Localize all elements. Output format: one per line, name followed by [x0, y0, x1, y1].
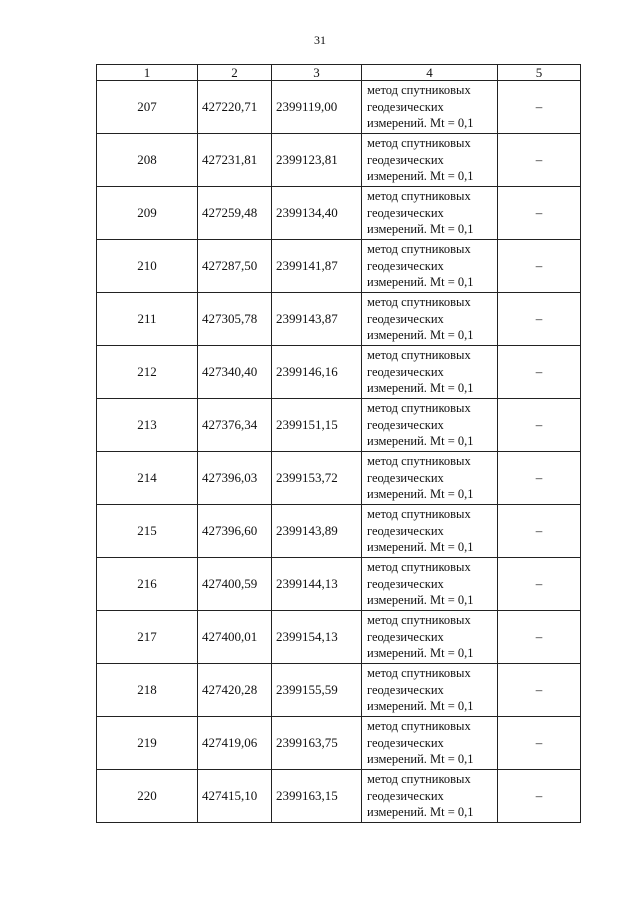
- x-coordinate-cell: 427420,28: [198, 664, 272, 717]
- method-cell: [362, 399, 498, 452]
- method-line: метод спутниковых: [367, 136, 471, 151]
- table-body: [97, 81, 581, 823]
- method-line: геодезических: [367, 417, 444, 432]
- x-coordinate-cell: 427396,03: [198, 452, 272, 505]
- y-coordinate-cell: 2399146,16: [272, 346, 362, 399]
- note-cell: –: [498, 611, 581, 664]
- note-cell: –: [498, 664, 581, 717]
- point-number-cell: 211: [97, 293, 198, 346]
- method-line: измерений. Mt = 0,1: [367, 116, 474, 131]
- y-coordinate-cell: 2399163,15: [272, 770, 362, 823]
- note-cell: –: [498, 240, 581, 293]
- x-coordinate-cell: 427220,71: [198, 81, 272, 134]
- note-cell: –: [498, 717, 581, 770]
- point-number-cell: 215: [97, 505, 198, 558]
- table-row: [97, 452, 581, 505]
- table-row: [97, 558, 581, 611]
- table-row: [97, 770, 581, 823]
- method-line: геодезических: [367, 470, 444, 485]
- point-number-cell: 214: [97, 452, 198, 505]
- method-line: измерений. Mt = 0,1: [367, 593, 474, 608]
- method-line: геодезических: [367, 152, 444, 167]
- method-line: измерений. Mt = 0,1: [367, 381, 474, 396]
- method-line: метод спутниковых: [367, 507, 471, 522]
- coordinates-table: [96, 64, 581, 823]
- header-cell-3: 3: [272, 65, 362, 81]
- method-line: метод спутниковых: [367, 295, 471, 310]
- point-number-cell: 208: [97, 134, 198, 187]
- note-cell: –: [498, 346, 581, 399]
- table-row: [97, 346, 581, 399]
- point-number-cell: 217: [97, 611, 198, 664]
- point-number-cell: 213: [97, 399, 198, 452]
- method-cell: [362, 611, 498, 664]
- method-line: измерений. Mt = 0,1: [367, 434, 474, 449]
- table-row: [97, 717, 581, 770]
- note-cell: –: [498, 770, 581, 823]
- header-cell-2: 2: [198, 65, 272, 81]
- method-cell: [362, 240, 498, 293]
- point-number-cell: 207: [97, 81, 198, 134]
- x-coordinate-cell: 427396,60: [198, 505, 272, 558]
- method-line: геодезических: [367, 576, 444, 591]
- table-row: [97, 81, 581, 134]
- page-number: 31: [314, 33, 326, 47]
- method-line: метод спутниковых: [367, 242, 471, 257]
- method-line: геодезических: [367, 629, 444, 644]
- y-coordinate-cell: 2399151,15: [272, 399, 362, 452]
- point-number-cell: 220: [97, 770, 198, 823]
- note-cell: –: [498, 293, 581, 346]
- method-line: измерений. Mt = 0,1: [367, 328, 474, 343]
- method-line: метод спутниковых: [367, 666, 471, 681]
- method-line: измерений. Mt = 0,1: [367, 540, 474, 555]
- table-row: [97, 240, 581, 293]
- method-line: измерений. Mt = 0,1: [367, 487, 474, 502]
- y-coordinate-cell: 2399134,40: [272, 187, 362, 240]
- method-line: метод спутниковых: [367, 772, 471, 787]
- method-line: измерений. Mt = 0,1: [367, 222, 474, 237]
- method-line: измерений. Mt = 0,1: [367, 805, 474, 820]
- y-coordinate-cell: 2399119,00: [272, 81, 362, 134]
- method-line: измерений. Mt = 0,1: [367, 646, 474, 661]
- y-coordinate-cell: 2399141,87: [272, 240, 362, 293]
- point-number-cell: 210: [97, 240, 198, 293]
- note-cell: –: [498, 399, 581, 452]
- method-cell: [362, 452, 498, 505]
- note-cell: –: [498, 558, 581, 611]
- header-cell-1: 1: [97, 65, 198, 81]
- table-row: [97, 187, 581, 240]
- method-cell: [362, 81, 498, 134]
- y-coordinate-cell: 2399154,13: [272, 611, 362, 664]
- method-cell: [362, 717, 498, 770]
- method-line: метод спутниковых: [367, 454, 471, 469]
- method-line: метод спутниковых: [367, 613, 471, 628]
- table-row: [97, 664, 581, 717]
- method-line: геодезических: [367, 682, 444, 697]
- method-line: геодезических: [367, 311, 444, 326]
- y-coordinate-cell: 2399143,87: [272, 293, 362, 346]
- method-cell: [362, 346, 498, 399]
- x-coordinate-cell: 427231,81: [198, 134, 272, 187]
- point-number-cell: 218: [97, 664, 198, 717]
- method-cell: [362, 187, 498, 240]
- y-coordinate-cell: 2399153,72: [272, 452, 362, 505]
- note-cell: –: [498, 81, 581, 134]
- x-coordinate-cell: 427419,06: [198, 717, 272, 770]
- point-number-cell: 216: [97, 558, 198, 611]
- method-cell: [362, 664, 498, 717]
- method-cell: [362, 770, 498, 823]
- method-line: метод спутниковых: [367, 348, 471, 363]
- method-line: геодезических: [367, 258, 444, 273]
- x-coordinate-cell: 427340,40: [198, 346, 272, 399]
- table-row: [97, 611, 581, 664]
- x-coordinate-cell: 427259,48: [198, 187, 272, 240]
- header-cell-5: 5: [498, 65, 581, 81]
- method-line: геодезических: [367, 205, 444, 220]
- table-row: [97, 505, 581, 558]
- method-line: геодезических: [367, 788, 444, 803]
- x-coordinate-cell: 427415,10: [198, 770, 272, 823]
- method-cell: [362, 505, 498, 558]
- method-line: геодезических: [367, 364, 444, 379]
- method-line: геодезических: [367, 99, 444, 114]
- table-row: [97, 399, 581, 452]
- method-line: метод спутниковых: [367, 189, 471, 204]
- x-coordinate-cell: 427400,59: [198, 558, 272, 611]
- table-row: [97, 134, 581, 187]
- note-cell: –: [498, 505, 581, 558]
- y-coordinate-cell: 2399144,13: [272, 558, 362, 611]
- method-cell: [362, 293, 498, 346]
- point-number-cell: 219: [97, 717, 198, 770]
- x-coordinate-cell: 427376,34: [198, 399, 272, 452]
- y-coordinate-cell: 2399123,81: [272, 134, 362, 187]
- method-line: метод спутниковых: [367, 560, 471, 575]
- method-cell: [362, 134, 498, 187]
- x-coordinate-cell: 427400,01: [198, 611, 272, 664]
- note-cell: –: [498, 134, 581, 187]
- header-row: [97, 65, 581, 81]
- x-coordinate-cell: 427287,50: [198, 240, 272, 293]
- method-line: метод спутниковых: [367, 83, 471, 98]
- table-row: [97, 293, 581, 346]
- point-number-cell: 212: [97, 346, 198, 399]
- y-coordinate-cell: 2399155,59: [272, 664, 362, 717]
- method-line: измерений. Mt = 0,1: [367, 169, 474, 184]
- point-number-cell: 209: [97, 187, 198, 240]
- y-coordinate-cell: 2399163,75: [272, 717, 362, 770]
- method-line: измерений. Mt = 0,1: [367, 752, 474, 767]
- method-line: метод спутниковых: [367, 401, 471, 416]
- x-coordinate-cell: 427305,78: [198, 293, 272, 346]
- method-line: геодезических: [367, 523, 444, 538]
- method-line: измерений. Mt = 0,1: [367, 275, 474, 290]
- method-line: измерений. Mt = 0,1: [367, 699, 474, 714]
- method-cell: [362, 558, 498, 611]
- y-coordinate-cell: 2399143,89: [272, 505, 362, 558]
- method-line: геодезических: [367, 735, 444, 750]
- header-cell-4: 4: [362, 65, 498, 81]
- note-cell: –: [498, 452, 581, 505]
- method-line: метод спутниковых: [367, 719, 471, 734]
- note-cell: –: [498, 187, 581, 240]
